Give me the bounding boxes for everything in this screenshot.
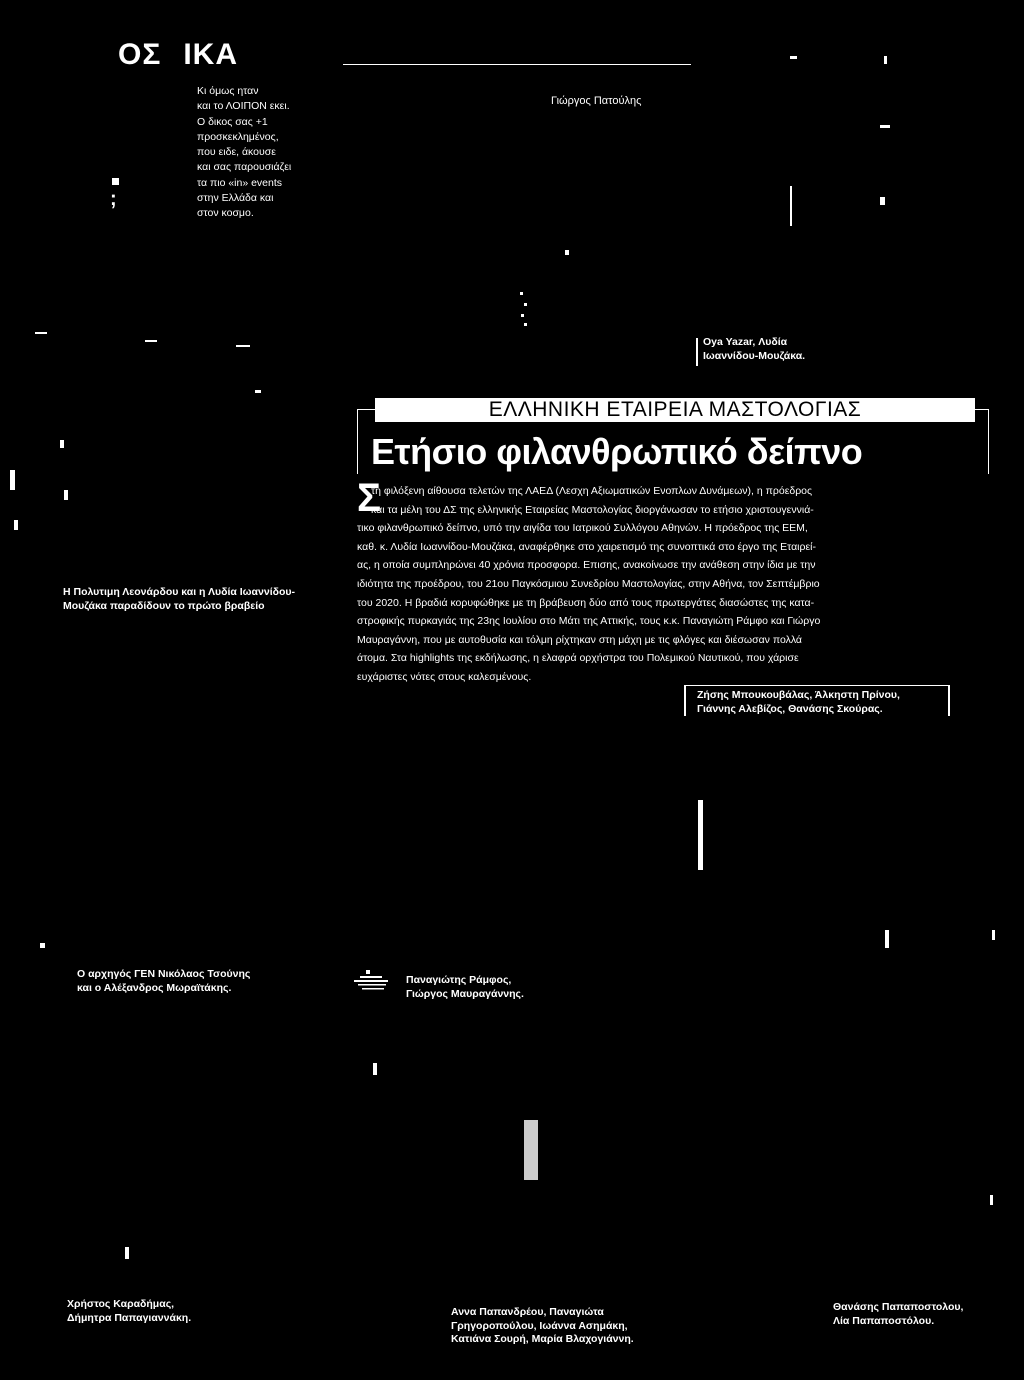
caption-line: Γιώργος Μαυραγάννης.: [406, 987, 524, 1000]
intro-blurb: [197, 84, 317, 222]
body-line: και τα μέλη του ΔΣ της ελληνικής Εταιρείας Μαστολογίας διοργάνωσαν το ετήσιο χριστουγεννιά-: [371, 503, 814, 516]
article-headline: Ετήσιο φιλανθρωπικό δείπνο: [371, 431, 863, 472]
body-line: Μαυραγάννη, που με αυτοθυσία και τόλμη ρίχτηκαν στη μάχη με τις φλόγες και διέσωσαν πολλά: [357, 633, 802, 646]
photo-speck: [40, 943, 45, 948]
body-line: τικο φιλανθρωπικό δείπνο, υπό την αιγίδα του Ιατρικού Συλλόγου Αθηνών. Η πρόεδρος της ΕΕΜ,: [357, 522, 808, 535]
body-line: του 2020. Η βραδιά κορυφώθηκε με τη βράβευση δύο από τους πρωτεργάτες διασώστες της κατα-: [357, 596, 815, 609]
photo-speck: [145, 340, 157, 342]
caption-divider: [696, 338, 698, 366]
masthead-left: ΟΣ: [118, 38, 162, 71]
top-rule: [343, 64, 691, 65]
caption-line: Η Πολυτιμη Λεονάρδου και η Λυδία Ιωαννίδου-: [63, 586, 295, 598]
body-line: τη φιλόξενη αίθουσα τελετών της ΛΑΕΔ (Λεσχη Αξιωματικών Ενοπλων Δυνάμεων), η πρόεδρος: [371, 485, 813, 497]
caption-line: Δήμητρα Παπαγιαννάκη.: [67, 1311, 192, 1324]
photo-caption-karadimas: [67, 1298, 191, 1325]
photo-speck: [524, 323, 527, 326]
caption-line: Αννα Παπανδρέου, Παναγιώτα: [451, 1306, 604, 1318]
photo-caption-mpoukouvalas: [697, 689, 900, 716]
intro-line: στην Ελλάδα και: [197, 192, 274, 205]
masthead-right: ΙΚΑ: [183, 38, 239, 71]
caption-line: Ιωαννίδου-Μουζάκα.: [703, 349, 806, 362]
photo-speck: [373, 1063, 377, 1075]
intro-line: Κι όμως ηταν: [197, 85, 259, 97]
drop-cap: Σ: [357, 476, 382, 520]
article-header: [357, 395, 987, 477]
photo-caption-ramfos: [406, 974, 524, 1001]
photo-speck: [524, 1120, 538, 1180]
intro-line: προσκεκλημένος,: [197, 130, 279, 143]
caption-line: Γρηγοροπούλου, Ιωάννα Ασημάκη,: [451, 1319, 628, 1332]
photo-speck: [880, 197, 885, 205]
photo-speck: [125, 1247, 129, 1259]
photo-speck: [698, 800, 703, 870]
photo-caption-tsounis: [77, 968, 250, 995]
caption-line: Λία Παπαποστόλου.: [833, 1314, 935, 1327]
photo-speck: [790, 56, 797, 59]
caption-line: Παναγιώτης Ράμφος,: [406, 974, 512, 986]
photo-speck: [14, 520, 18, 530]
photo-caption-award: [63, 586, 295, 613]
photo-speck: [565, 250, 569, 255]
intro-line: και το ΛΟΙΠΟΝ εκει.: [197, 100, 290, 113]
intro-line: Ο δικος σας +1: [197, 115, 268, 128]
body-line: ευχάριστες νότες στους καλεσμένους.: [357, 670, 532, 683]
photo-speck: [885, 930, 889, 948]
body-line: ιδιότητα της προέδρου, του 21ου Παγκόσμιου Συνεδρίου Μαστολογίας, στην Αθήνα, τον Σεπτέμβριο: [357, 577, 820, 590]
photo-speck: [60, 440, 64, 448]
caption-line: Ο αρχηγός ΓΕΝ Νικόλαος Τσούνης: [77, 968, 251, 980]
article-body: [357, 482, 997, 687]
photo-speck: [524, 303, 527, 306]
photo-speck: [521, 314, 524, 317]
caption-line: Γιάννης Αλεβίζος, Θανάσης Σκούρας.: [697, 702, 883, 715]
caption-line: Θανάσης Παπαποστολου,: [833, 1301, 964, 1313]
photo-speck: [790, 186, 792, 226]
photo-speck: [520, 292, 523, 295]
intro-line: που ειδε, άκουσε: [197, 146, 276, 159]
photo-speck: [236, 345, 250, 347]
caption-line: Μουζάκα παραδίδουν το πρώτο βραβείο: [63, 599, 265, 612]
intro-line: τα πιο «in» events: [197, 176, 283, 189]
photo-caption-oya: [703, 336, 805, 363]
body-line: καθ. κ. Λυδία Ιωαννίδου-Μουζάκα, αναφέρθηκε στο χαιρετισμό της συνοπτικά στο έργο της Εταιρεί-: [357, 540, 816, 553]
section-title: ΕΛΛΗΝΙΚΗ ΕΤΑΙΡΕΙΑ ΜΑΣΤΟΛΟΓΙΑΣ: [375, 398, 975, 422]
event-logo-icon: [352, 970, 392, 992]
bullet-mark: [112, 178, 119, 185]
caption-line: Ζήσης Μπουκουβάλας, Άλκηστη Πρίνου,: [697, 689, 900, 701]
body-line: άτομα. Στα highlights της εκδήλωσης, η ελαφρά ορχήστρα του Πολεμικού Ναυτικού, που χάρισε: [357, 652, 799, 665]
intro-line: και σας παρουσιάζει: [197, 161, 292, 174]
photo-speck: [880, 125, 890, 128]
body-line: στροφικής πυρκαγιάς της 23ης Ιουλίου στο Μάτι της Αττικής, τους κ.κ. Παναγιώτη Ράμφο και Γιώργο: [357, 615, 821, 628]
photo-speck: [10, 470, 15, 490]
author-byline: Γιώργος Πατούλης: [551, 95, 642, 107]
photo-caption-papapostolou: [833, 1301, 963, 1328]
photo-speck: [990, 1195, 993, 1205]
photo-speck: [35, 332, 47, 334]
photo-speck: [884, 56, 887, 64]
semicolon-mark: ;: [110, 188, 117, 210]
photo-speck: [64, 490, 68, 500]
intro-line: στον κοσμο.: [197, 207, 254, 220]
masthead: [118, 38, 238, 72]
caption-line: Κατιάνα Σουρή, Μαρία Βλαχογιάννη.: [451, 1333, 634, 1345]
caption-line: και ο Αλέξανδρος Μωραϊτάκης.: [77, 981, 232, 994]
body-line: ας, η οποία συμπληρώνει 40 χρόνια προσφορα. Επισης, ανακοίνωσε την ανάθεση στην ίδια με την: [357, 559, 816, 572]
photo-speck: [255, 390, 261, 393]
caption-line: Χρήστος Καραδήμας,: [67, 1298, 175, 1310]
photo-speck: [992, 930, 995, 940]
photo-caption-papandreou: [451, 1306, 634, 1347]
caption-line: Oya Yazar, Λυδία: [703, 336, 788, 348]
